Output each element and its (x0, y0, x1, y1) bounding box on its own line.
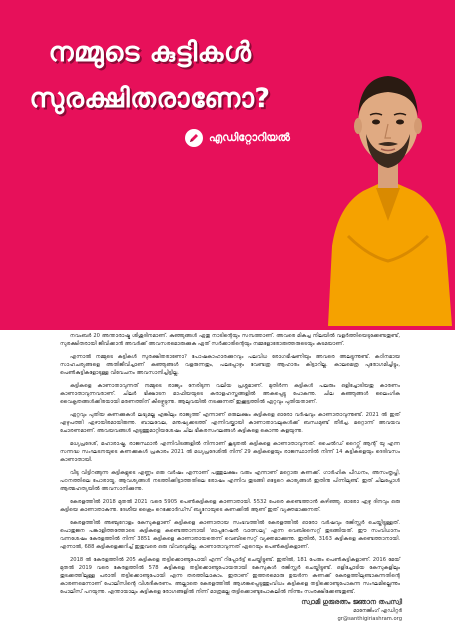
article-paragraph: 2018 ൽ കേരളത്തിൽ 205 കുട്ടികളെ തട്ടിക്കൊണ്ടുപോയി എന്ന് റിപ്പോർട്ട് ചെയ്തിട്ടുണ്ട്. ഇതിൽ, 181 പേരും പെൺകുട്ടികളാണ്. 2016 മേയ് മുതൽ 2019 വരെ കേരളത്തിൽ 578 കുട്ടികളെ തട്ടിക്കൊണ്ടുപോയതായി കേസുകൾ രജിസ്റ്റർ ചെയ്തിട്ടുണ്ട്. ഒളിച്ചോടിയ കേസുകളിലും തുടക്കത്തിലുള്ള പരാതി തട്ടിക്കൊണ്ടുപോയി എന്ന തരത്തിലാകാം. ഇതാണ് ഇത്തരമൊരു ഉയർന്ന കണക്ക് കേരളത്തിലുണ്ടാകുന്നതിന്റെ കാരണമെന്നാണ് പോലീസിന്റെ വിശദീകരണം. അല്ലാതെ കേരളത്തിൽ ആശങ്കപ്പെടുത്തുംവിധം കുട്ടികളെ തട്ടിക്കൊണ്ടുപോകുന്ന സംഘമില്ലെന്നും പോലീസ് പറയുന്നു. എന്തായാലും കുട്ടികളെ രോഗങ്ങളിൽ നിന്ന് മാത്രമല്ല തട്ടിക്കൊണ്ടുപോകലിൽ നിന്നും സംരക്ഷിക്കേണ്ടതുണ്ട്. (60, 557, 400, 595)
article-paragraph: കുട്ടികളെ കാണാതാവുന്നത് നമ്മുടെ രാജ്യം നേരിടുന്ന വലിയ പ്രശ്നമാണ്. മുതിർന്ന കുട്ടികൾ പലരും ഒളിച്ചോടിയതു കാരണം കാണാതാവുന്നവരാണ്. ചിലർ ഭിക്ഷാടന മാഫിയയുടെ കരാളഹസ്തങ്ങളിൽ അകപ്പെട്ടു പോകുന്നു. ചില കുഞ്ഞുങ്ങൾ ലൈംഗിക വൈകൃതങ്ങൾക്കിരയായി മരണത്തിന് കീഴ്പ്പെടുന്നു. ആലുവയിൽ നടക്കുന്നത് ഇക്കൂട്ടത്തിൽ ഏറ്റവും പുതിയതാണ്. (60, 383, 400, 405)
author-portrait (318, 6, 455, 326)
article-paragraph: എന്നാൽ നമ്മുടെ കുട്ടികൾ സുരക്ഷിതരാണോ? പോഷകാഹാരക്കുറവും പലവിധ രോഗഭീഷണിയും അവരെ അലട്ടുന്നുണ്ട്. കഠിനമായ സാഹചര്യങ്ങളെ അതിജീവിച്ചാണ് കുഞ്ഞുങ്ങൾ വളരുന്നതും, പലപ്പോഴും വേണ്ടത്ര ആഹാരം കിട്ടാറില്ല. കാലമെത്ര പുരോഗമിച്ചിട്ടും, പെൺകുട്ടികളോടുള്ള വിവേചനം അവസാനിച്ചിട്ടില്ല. (60, 354, 400, 376)
editorial-badge (185, 129, 290, 147)
article-body (60, 332, 400, 601)
author-signature (282, 598, 402, 623)
article-paragraph: ഏറ്റവും പുതിയ കണക്കുകൾ ലഭ്യമല്ല എങ്കിലും രാജ്യത്ത് എന്നാണ് ഒരുലക്ഷം കുട്ടികളെ ഓരോ വർഷവും കാണാതാവുന്നുണ്ട്. 2021 ൽ ഇത് എഴുപത്തി ഏഴായിരമായിരുന്നു. ബാലവേല, മനുഷ്യക്കടത്ത് എന്നിവയ്ക്കായി കാണാതാവലുകൾക്ക് ബന്ധമുണ്ട് തീർച്ച. മറ്റൊന്ന് അവയവ ചോരണമാണ്. അവയവങ്ങൾ എടുത്തുമാറ്റിയശേഷം ചില ഭീകരസംഘങ്ങൾ കുട്ടികളെ കൊന്നു കളയുന്നു. (60, 412, 400, 434)
article-paragraph: മധ്യപ്രദേശ്, മഹാരാഷ്ട്ര, രാജസ്ഥാൻ എന്നിവിടങ്ങളിൽ നിന്നാണ് കൂടുതൽ കുട്ടികളെ കാണാതാവുന്നത്. ചൈൽഡ് റൈറ്റ്സ് ആന്റ് യു എന്ന സന്നദ്ധ സംഘടനയുടെ കണക്കുകൾ പ്രകാരം 2021 ൽ മധ്യപ്രദേശിൽ നിന്ന് 29 കുട്ടികളെയും രാജസ്ഥാനിൽ നിന്ന് 14 കുട്ടികളെയും ദെദിവസം കാണാതായി. (60, 441, 400, 463)
page-title-line-1: നമ്മുടെ കുട്ടികൾ (48, 37, 252, 68)
page-title-line-2: സുരക്ഷിതരാണോ? (29, 83, 271, 114)
article-paragraph: കേരളത്തിൽ അഞ്ചുറോളം കേസുകളാണ് കുട്ടികളെ കാണാതായ സംഭവത്തിൽ കേരളത്തിൽ ഓരോ വർഷവും രജിസ്റ്റർ ചെയ്തിട്ടുള്ളത്. പൊതുജന പങ്കാളിത്തത്തോടെ കുട്ടികളെ കണ്ടെത്താനായി 'ഓപ്പറേഷൻ വാത്സല്യ' എന്ന വെബ്സൈറ്റ് തുടങ്ങിയത്. ഈ സംവിധാനം വന്നശേഷം കേരളത്തിൽ നിന്ന് 3851 കുട്ടികളെ കാണാതായതെന്ന് വെബ്സൈറ്റ് വ്യക്തമാക്കുന്നു. ഇതിൽ, 3163 കുട്ടികളെ കണ്ടെത്താനായി. എന്നാൽ, 688 കുട്ടികളെക്കുറിച്ച് ഇതുവരെ ഒരു വിവരവുമില്ല. കാണാതാവുന്നത് ഏറെയും പെൺകുട്ടികളാണ്. (60, 520, 400, 550)
article-paragraph: നവംബർ 20 അന്താരാഷ്ട്ര ശിശുദിനമാണ്. കുഞ്ഞുങ്ങൾ ഏതു നാടിന്റെയും സമ്പത്താണ്. അവരെ മികച്ച നിലയിൽ വളർത്തിയെടുക്കേണ്ടതുണ്ട്, സുരക്ഷിതരായി ജീവിക്കാൻ അവർക്ക് അവസരമൊരുക്കുക ഏത് സർക്കാരിന്റെയും നമ്മളോരോരുത്തരുടെയും കടമയാണ്. (60, 333, 400, 347)
article-paragraph: വീടു വിട്ടിറങ്ങുന്ന കുട്ടികളുടെ എണ്ണം ഒരു വർഷം എന്നാണ് പത്തുലക്ഷം വരും എന്നാണ് മറ്റൊരു കണക്ക്. ഗാർഹിക പീഡനം, അസംതൃപ്തി, പഠനത്തിലെ പോരായ്മ, ആവശ്യങ്ങൾ നടത്തിക്കിട്ടാത്തതിലെ രോഷം എന്നിവ തുടങ്ങി ഒട്ടേറെ കാര്യങ്ങൾ ഇതിനു പിന്നിലുണ്ട്. ഇത് ചിലപ്പോൾ ആത്മഹത്യയിൽ അവസാനിക്കുന്നു. (60, 470, 400, 492)
author-name: സ്വാമി ഗുരുരത്നം ജ്ഞാന തപസ്വി (301, 598, 402, 606)
editorial-label: എഡിറ്റോറിയൽ (209, 131, 290, 144)
author-role: മാനേജിംഗ് എഡിറ്റർ (353, 608, 402, 614)
article-paragraph: കേരളത്തിൽ 2018 മുതൽ 2021 വരെ 5905 പെൺകുട്ടികളെ കാണാതായി. 5532 പേരെ കണ്ടെത്താൻ കഴിഞ്ഞു. ഓരോ ഏഴു ദിനവും ഒരു കുട്ടിയെ കാണാതാകുന്നു. ദേശീയ ക്രൈം റെക്കോർഡ്സ് ബ്യൂറോയുടെ കണക്കിൽ ആണ് ഇത് വ്യക്തമാക്കുന്നത്. (60, 499, 400, 513)
pen-icon (185, 129, 203, 147)
author-email[interactable]: gr@santhigiriashram.org (337, 616, 402, 622)
